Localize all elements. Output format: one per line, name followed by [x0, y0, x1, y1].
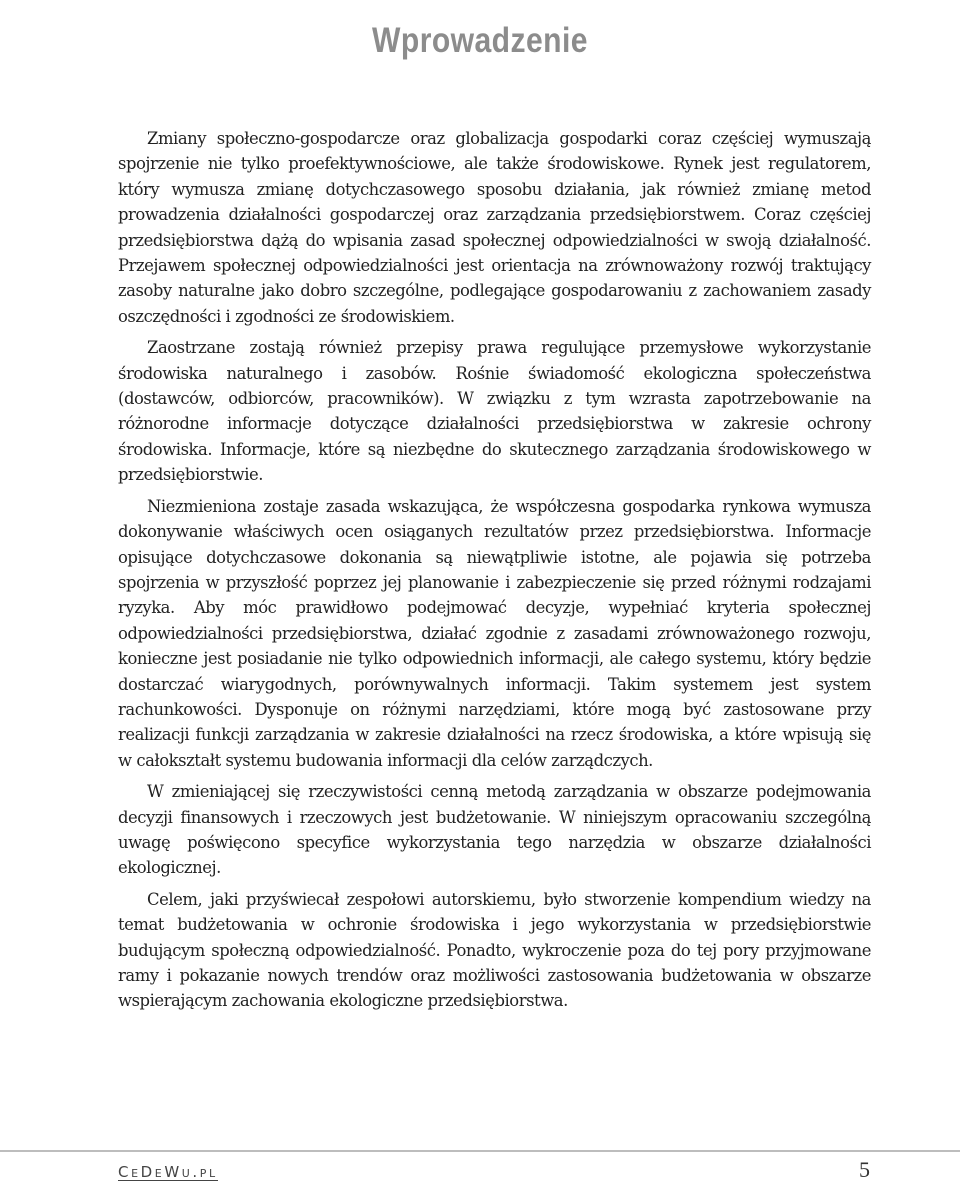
- footer-brand-label: CeDeWu.pl: [118, 1163, 218, 1181]
- main-content: [118, 126, 871, 1020]
- paragraph-4: W zmieniającej się rzeczywistości cenną metodą zarządzania w obszarze podejmowania decyzji finansowych i rzeczowych jest budżetowanie. W niniejszym opracowaniu szczególną uwagę poświęcono specyfice wykorzystania tego narzędzia w obszarze działalności ekologicznej.: [118, 782, 871, 878]
- paragraph-1: Zmiany społeczno-gospodarcze oraz globalizacja gospodarki coraz częściej wymuszają spojrzenie nie tylko proefektywnościowe, ale także środowiskowe. Rynek jest regulatorem, który wymusza zmianę dotychczasowego sposobu działania, jak również zmianę metod prowadzenia działalności gospodarczej oraz zarządzania przedsiębiorstwem. Coraz częściej przedsiębiorstwa dążą do wpisania zasad społecznej odpowiedzialności w swoją działalność. Przejawem społecznej odpowiedzialności jest orientacja na zrównoważony rozwój traktujący zasoby naturalne jako dobro szczególne, podlegające gospodarowaniu z zachowaniem zasady oszczędności i zgodności ze środowiskiem.: [118, 129, 871, 326]
- paragraph-2: Zaostrzane zostają również przepisy prawa regulujące przemysłowe wykorzystanie środowiska naturalnego i zasobów. Rośnie świadomość ekologiczna społeczeństwa (dostawców, odbiorców, pracowników). W związku z tym wzrasta zapotrzebowanie na różnorodne informacje dotyczące działalności przedsiębiorstwa w zakresie ochrony środowiska. Informacje, które są niezbędne do skutecznego zarządzania środowiskowego w przedsiębiorstwie.: [118, 338, 871, 485]
- page-title: Wprowadzenie: [372, 21, 588, 61]
- paragraph-5: Celem, jaki przyświecał zespołowi autorskiemu, było stworzenie kompendium wiedzy na temat budżetowania w ochronie środowiska i jego wykorzystania w przedsiębiorstwie budującym społeczną odpowiedzialność. Ponadto, wykroczenie poza do tej pory przyjmowane ramy i pokazanie nowych trendów oraz możliwości zastosowania budżetowania w obszarze wspierającym zachowania ekologiczne przedsiębiorstwa.: [118, 889, 871, 1011]
- footer-brand: [118, 1163, 218, 1181]
- footer-divider: [0, 1150, 960, 1152]
- page-number: 5: [859, 1157, 870, 1182]
- paragraph-3: Niezmieniona zostaje zasada wskazująca, że współczesna gospodarka rynkowa wymusza dokonywanie właściwych ocen osiąganych rezultatów przez przedsiębiorstwa. Informacje opisujące dotychczasowe dokonania są niewątpliwie istotne, ale pojawia się potrzeba spojrzenia w przyszłość poprzez jej planowanie i zabezpieczenie się przed różnymi rodzajami ryzyka. Aby móc prawidłowo podejmować decyzje, wypełniać kryteria społecznej odpowiedzialności przedsiębiorstwa, działać zgodnie z zasadami zrównoważonego rozwoju, konieczne jest posiadanie nie tylko odpowiednich informacji, ale całego systemu, który będzie dostarczać wiarygodnych, porównywalnych informacji. Takim systemem jest system rachunkowości. Dysponuje on różnymi narzędziami, które mogą być zastosowane przy realizacji funkcji zarządzania w zakresie działalności na rzecz środowiska, a które wpisują się w całokształt systemu budowania informacji dla celów zarządczych.: [118, 496, 871, 770]
